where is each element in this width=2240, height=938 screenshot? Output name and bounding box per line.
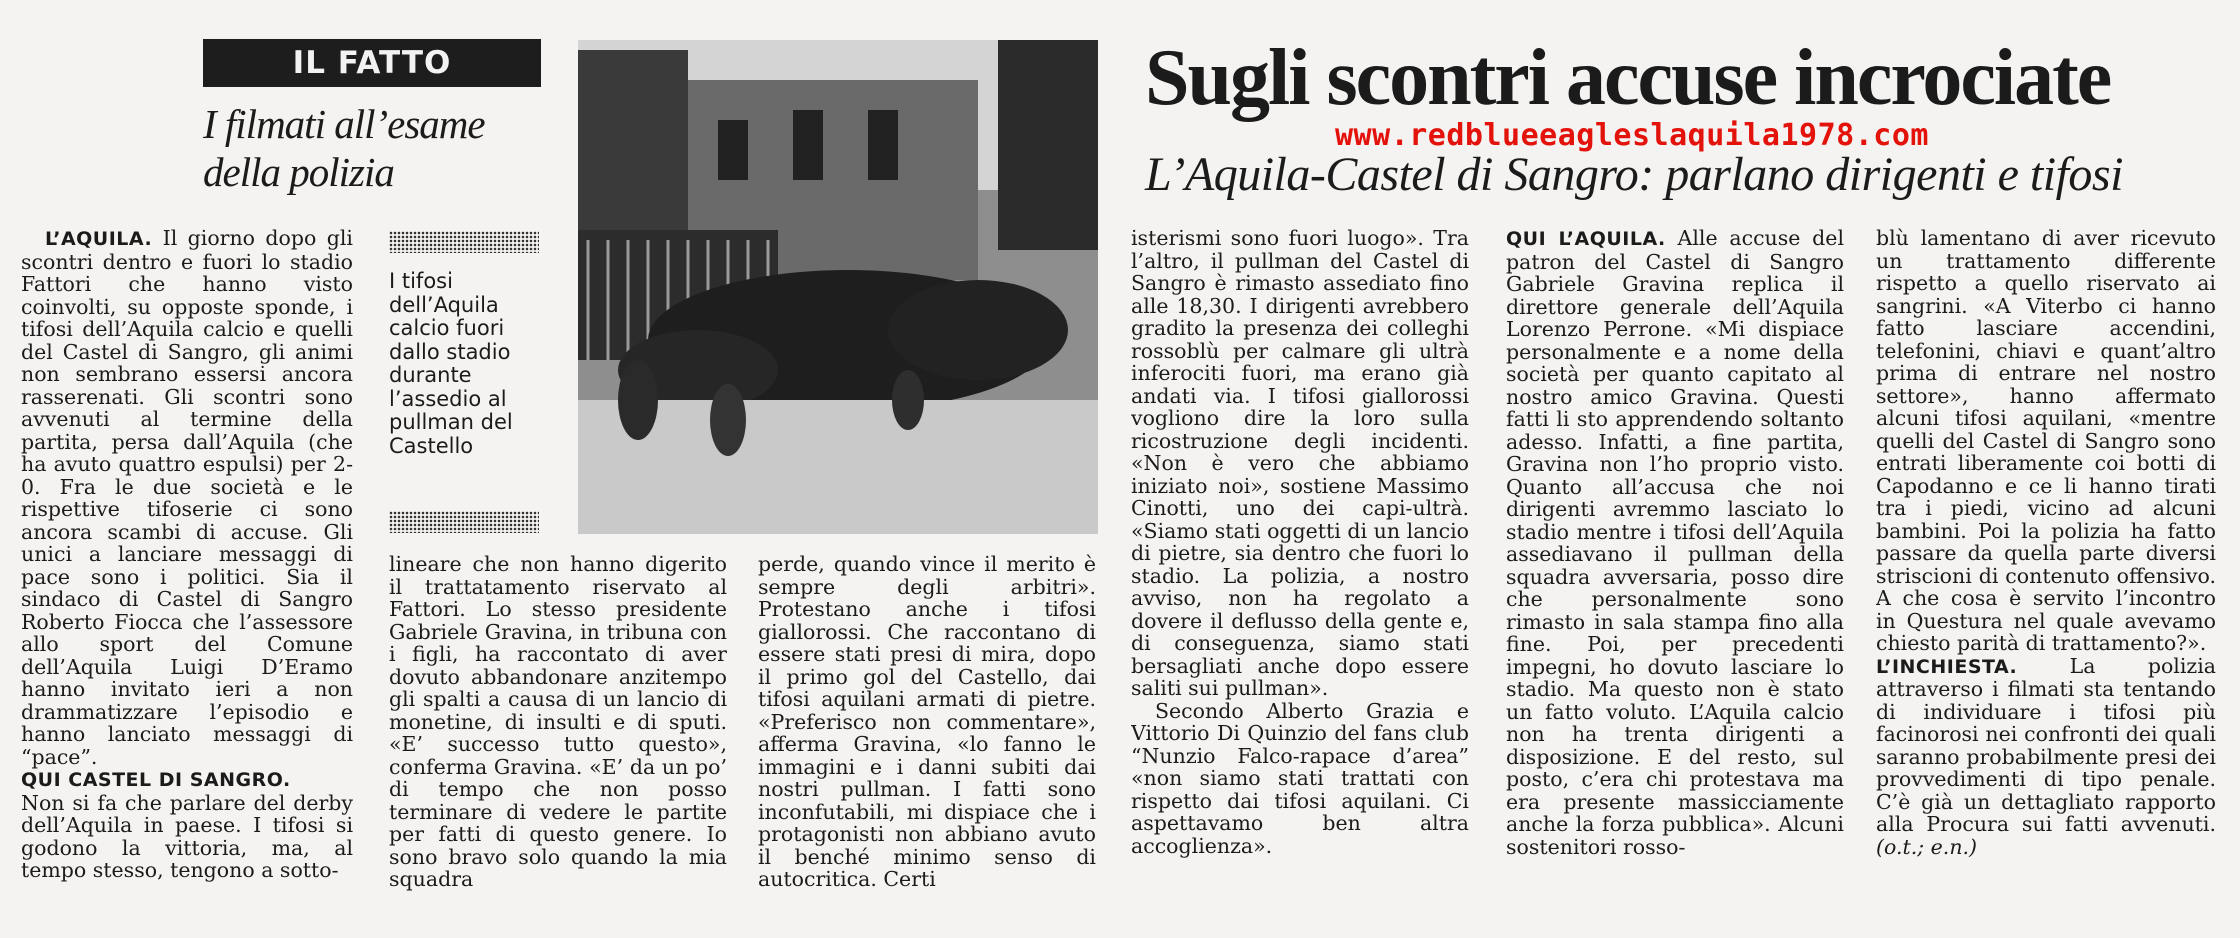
column-5 [1506,227,1844,917]
subheadline: I filmati all’esame della polizia [203,101,485,195]
column-3 [758,553,1096,917]
column-3-text: perde, quando vince il merito è sempre degli arbitri». Protestano anche i tifosi giallorossi. Che raccontano di essere stati presi di mira, dopo il primo gol del Castello, dai tifosi aquilani armati di pietre. «Preferisco non commentare», afferma Gravina, «lo fanno le immagini e i danni subiti dai nostri pullman. I fatti sono inconfutabili, mi dispiace che i protagonisti non abbiano avuto il benché minimo senso di autocritica. Certi [758,553,1096,891]
column-1-text-2: Non si fa che parlare del derby dell’Aquila in paese. I tifosi si godono la vittoria, ma, al tempo stesso, tengono a sotto- [21,790,353,882]
watermark-url: www.redblueeagleslaquila1978.com [1335,118,1929,153]
section-lead-castel: QUI CASTEL DI SANGRO. [21,769,291,791]
caption-rule-bottom [389,511,539,533]
column-4-text: isterismi sono fuori luogo». Tra l’altro, il pullman del Castel di Sangro è rimasto assediato fino alle 18,30. I dirigenti avrebbero gradito la presenza dei colleghi rossoblù per calmare gli ultrà inferociti fuori, ma erano già andati via. I tifosi giallorossi vogliono dire la loro sulla ricostruzione degli incidenti. «Non è vero che abbiamo iniziato noi», sostiene Massimo Cinotti, uno dei capi-ultrà. «Siamo stati oggetti di un lancio di pietre, sia dentro che fuori lo stadio. La polizia, a nostro avviso, non ha regolato a dovere il deflusso della gente e, di conseguenza, siamo stati bersagliati anche dopo essere saliti sui pullman». [1131,227,1469,700]
column-2-text: lineare che non hanno digerito il trattatamento riservato al Fattori. Lo stesso presidente Gabriele Gravina, in tribuna con i figli, ha raccontato di aver dovuto abbandonare anzitempo gli spalti a causa di un lancio di monetine, di insulti e di sputi. «E’ successo tutto questo», conferma Gravina. «E’ da un po’ di tempo che non posso terminare di vedere le partite per fatti di questo genere. Io sono bravo solo quando la mia squadra [389,553,727,891]
crowd-photo-illustration [578,40,1098,534]
column-5-text: Alle accuse del patron del Castel di Sangro Gabriele Gravina replica il direttore generale dell’Aquila Lorenzo Perrone. «Mi dispiace personalmente e a nome della società per quanto capitato al nostro amico Gravina. Questi fatti li sto apprendendo soltanto adesso. Infatti, a fine partita, Gravina non l’ho proprio visto. Quanto all’accusa che noi dirigenti avremmo lasciato lo stadio mentre i tifosi dell’Aquila assediavano il pullman della squadra avversaria, posso dire che personalmente sono rimasto in sala stampa fino alla fine. Poi, per precedenti impegni, ho dovuto lasciare lo stadio. Ma questo non è stato un fatto voluto. L’Aquila calcio non ha trenta dirigenti a disposizione. E del resto, sul posto, c’era chi protestava ma era presente massicciamente anche la forza pubblica». Alcuni sostenitori rosso- [1506,227,1844,859]
column-6-text: blù lamentano di aver ricevuto un trattamento differente rispetto a quello riservato ai sangrini. «A Viterbo ci hanno fatto lasciare accendini, telefonini, chiavi e quant’altro prima di entrare nel nostro settore», hanno affermato alcuni tifosi aquilani, «mentre quelli del Castel di Sangro sono entrati liberamente coi botti di Capodanno e ce li hanno tirati tra i piedi, vicino ad alcuni bambini. Poi la polizia ha fatto passare da quella parte diversi striscioni di contenuto offensivo. A che cosa è servito l’incontro in Questura nel quale avevamo chiesto parità di trattamento?». [1876,227,2216,655]
section-lead-qui-laquila: QUI L’AQUILA. [1506,228,1666,250]
photo-caption: I tifosi dell’Aquila calcio fuori dallo stadio durante l’assedio al pullman del Castello [389,269,513,458]
headline: Sugli scontri accuse incrociate [1145,34,2111,122]
column-1-text: Il giorno dopo gli scontri dentro e fuori lo stadio Fattori che hanno visto coinvolti, su opposte sponde, i tifosi dell’Aquila calcio e quelli del Castel di Sangro, gli animi non sembrano essersi ancora rasserenati. Gli scontri sono avvenuti al termine della partita, persa dall’Aquila (che ha avuto quattro espulsi) per 2-0. Fra le due società e le rispettive tifoserie ci sono ancora scambi di accuse. Gli unici a lanciare messaggi di pace sono i politici. Sia il sindaco di Castel di Sangro Roberto Fiocca che l’assessore allo sport del Comune dell’Aquila Luigi D’Eramo hanno invitato ieri a non drammatizzare l’episodio e hanno lanciato messaggi di “pace”. [21,227,353,769]
news-photo [578,40,1098,534]
deck: L’Aquila-Castel di Sangro: parlano dirigenti e tifosi [1145,148,2123,201]
caption-rule-top [389,231,539,253]
kicker-label: IL FATTO [203,39,541,87]
column-4-text-2: Secondo Alberto Grazia e Vittorio Di Quinzio del fans club “Nunzio Falco-rapace d’area” «non siamo stati trattati con rispetto dai tifosi aquilani. Ci aspettavamo ben altra accoglienza». [1131,698,1469,858]
section-lead-laquila: L’AQUILA. [45,228,153,250]
column-6-text-2: La polizia attraverso i filmati sta tentando di individuare i tifosi più facinorosi nei confronti dei quali saranno probabilmente presi dei provvedimenti di tipo penale. C’è già un dettagliato rapporto alla Procura sui fatti avvenuti. [1876,653,2216,836]
byline-signature: (o.t.; e.n.) [1876,834,1978,859]
column-4 [1131,227,1469,917]
section-lead-inchiesta: L’INCHIESTA. [1876,655,2018,678]
column-6 [1876,227,2216,917]
column-1 [21,227,353,917]
column-2 [389,553,727,917]
